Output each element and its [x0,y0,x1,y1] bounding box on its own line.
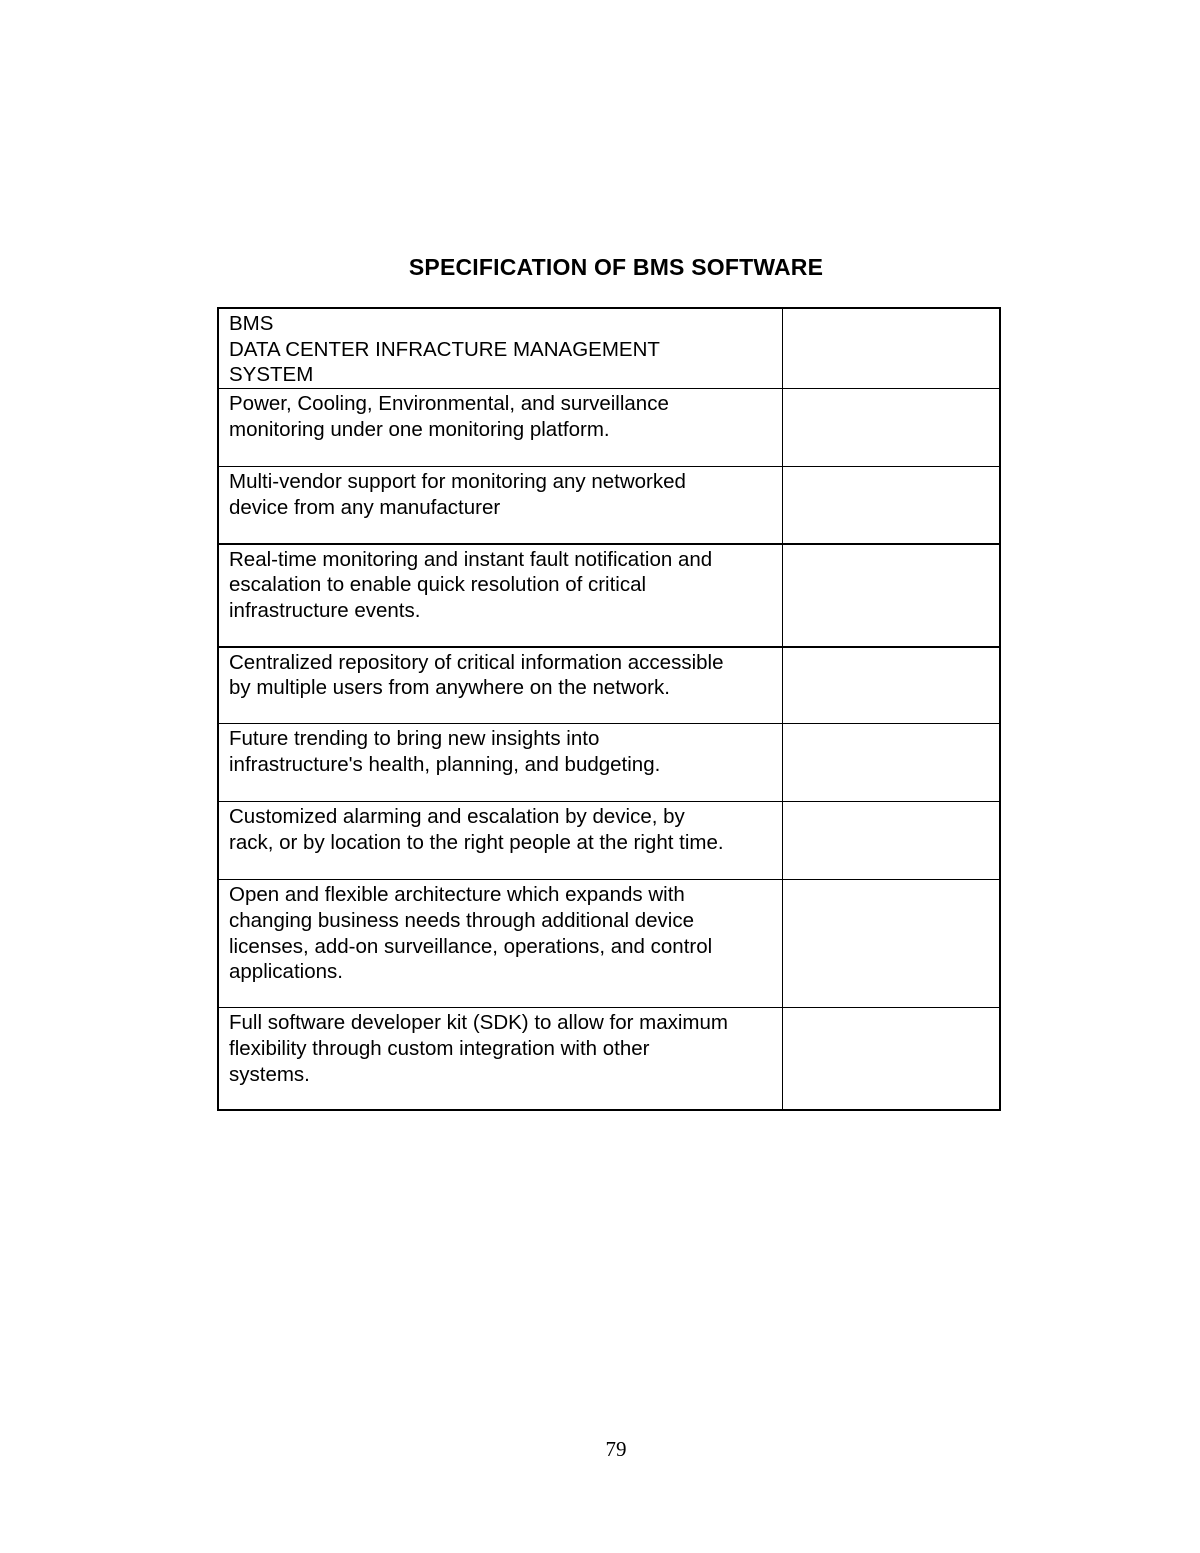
table-row [218,802,1000,880]
table-row [218,389,1000,467]
cell-text-line: BMS [229,312,274,335]
cell-text-line: by multiple users from anywhere on the network. [229,676,670,700]
table-row [218,308,1000,389]
cell-text-line: Full software developer kit (SDK) to allow for maximum [229,1011,728,1035]
row-description-cell [218,1008,782,1110]
row-value-cell [782,802,1000,880]
cell-text-line: Open and flexible architecture which expands with [229,883,685,907]
row-value-cell [782,308,1000,389]
row-value-cell [782,389,1000,467]
page-number: 79 [605,1437,627,1461]
row-description-cell [218,544,782,647]
table-row [218,467,1000,544]
cell-text-line: Power, Cooling, Environmental, and surveillance [229,392,669,416]
cell-text-line: flexibility through custom integration with other [229,1036,650,1060]
cell-text-line: infrastructure events. [229,599,421,623]
cell-text-line: changing business needs through additional device [229,908,695,932]
row-value-cell [782,544,1000,647]
cell-text-line: SYSTEM [229,363,314,387]
spec-table [217,307,1001,1111]
row-description-cell [218,724,782,802]
cell-text-line: device from any manufacturer [229,495,501,519]
row-value-cell [782,880,1000,1008]
row-description-cell [218,467,782,544]
table-row [218,724,1000,802]
row-description-cell [218,880,782,1008]
cell-text-line: DATA CENTER INFRACTURE MANAGEMENT [229,337,660,361]
cell-text-line: escalation to enable quick resolution of critical [229,573,647,597]
cell-text-line: rack, or by location to the right people at the right time. [229,830,724,854]
table-row [218,544,1000,647]
cell-text-line: infrastructure's health, planning, and budgeting. [229,752,661,776]
cell-text-line: Customized alarming and escalation by device, by [229,805,685,829]
cell-text-line: systems. [229,1062,310,1086]
cell-text-line: Centralized repository of critical information accessible [229,650,724,674]
row-description-cell [218,802,782,880]
document-title: SPECIFICATION OF BMS SOFTWARE [408,254,824,280]
table-row [218,647,1000,724]
row-description-cell [218,308,782,389]
row-value-cell [782,467,1000,544]
cell-text-line: licenses, add-on surveillance, operations, and control [229,934,713,958]
row-value-cell [782,647,1000,724]
table-row [218,1008,1000,1110]
cell-text-line: Future trending to bring new insights into [229,727,600,751]
row-value-cell [782,724,1000,802]
row-value-cell [782,1008,1000,1110]
cell-text-line: monitoring under one monitoring platform. [229,417,610,441]
cell-text-line: Real-time monitoring and instant fault notification and [229,547,713,571]
cell-text-line: Multi-vendor support for monitoring any networked [229,470,686,494]
row-description-cell [218,647,782,724]
table-row [218,880,1000,1008]
row-description-cell [218,389,782,467]
cell-text-line: applications. [229,960,343,984]
